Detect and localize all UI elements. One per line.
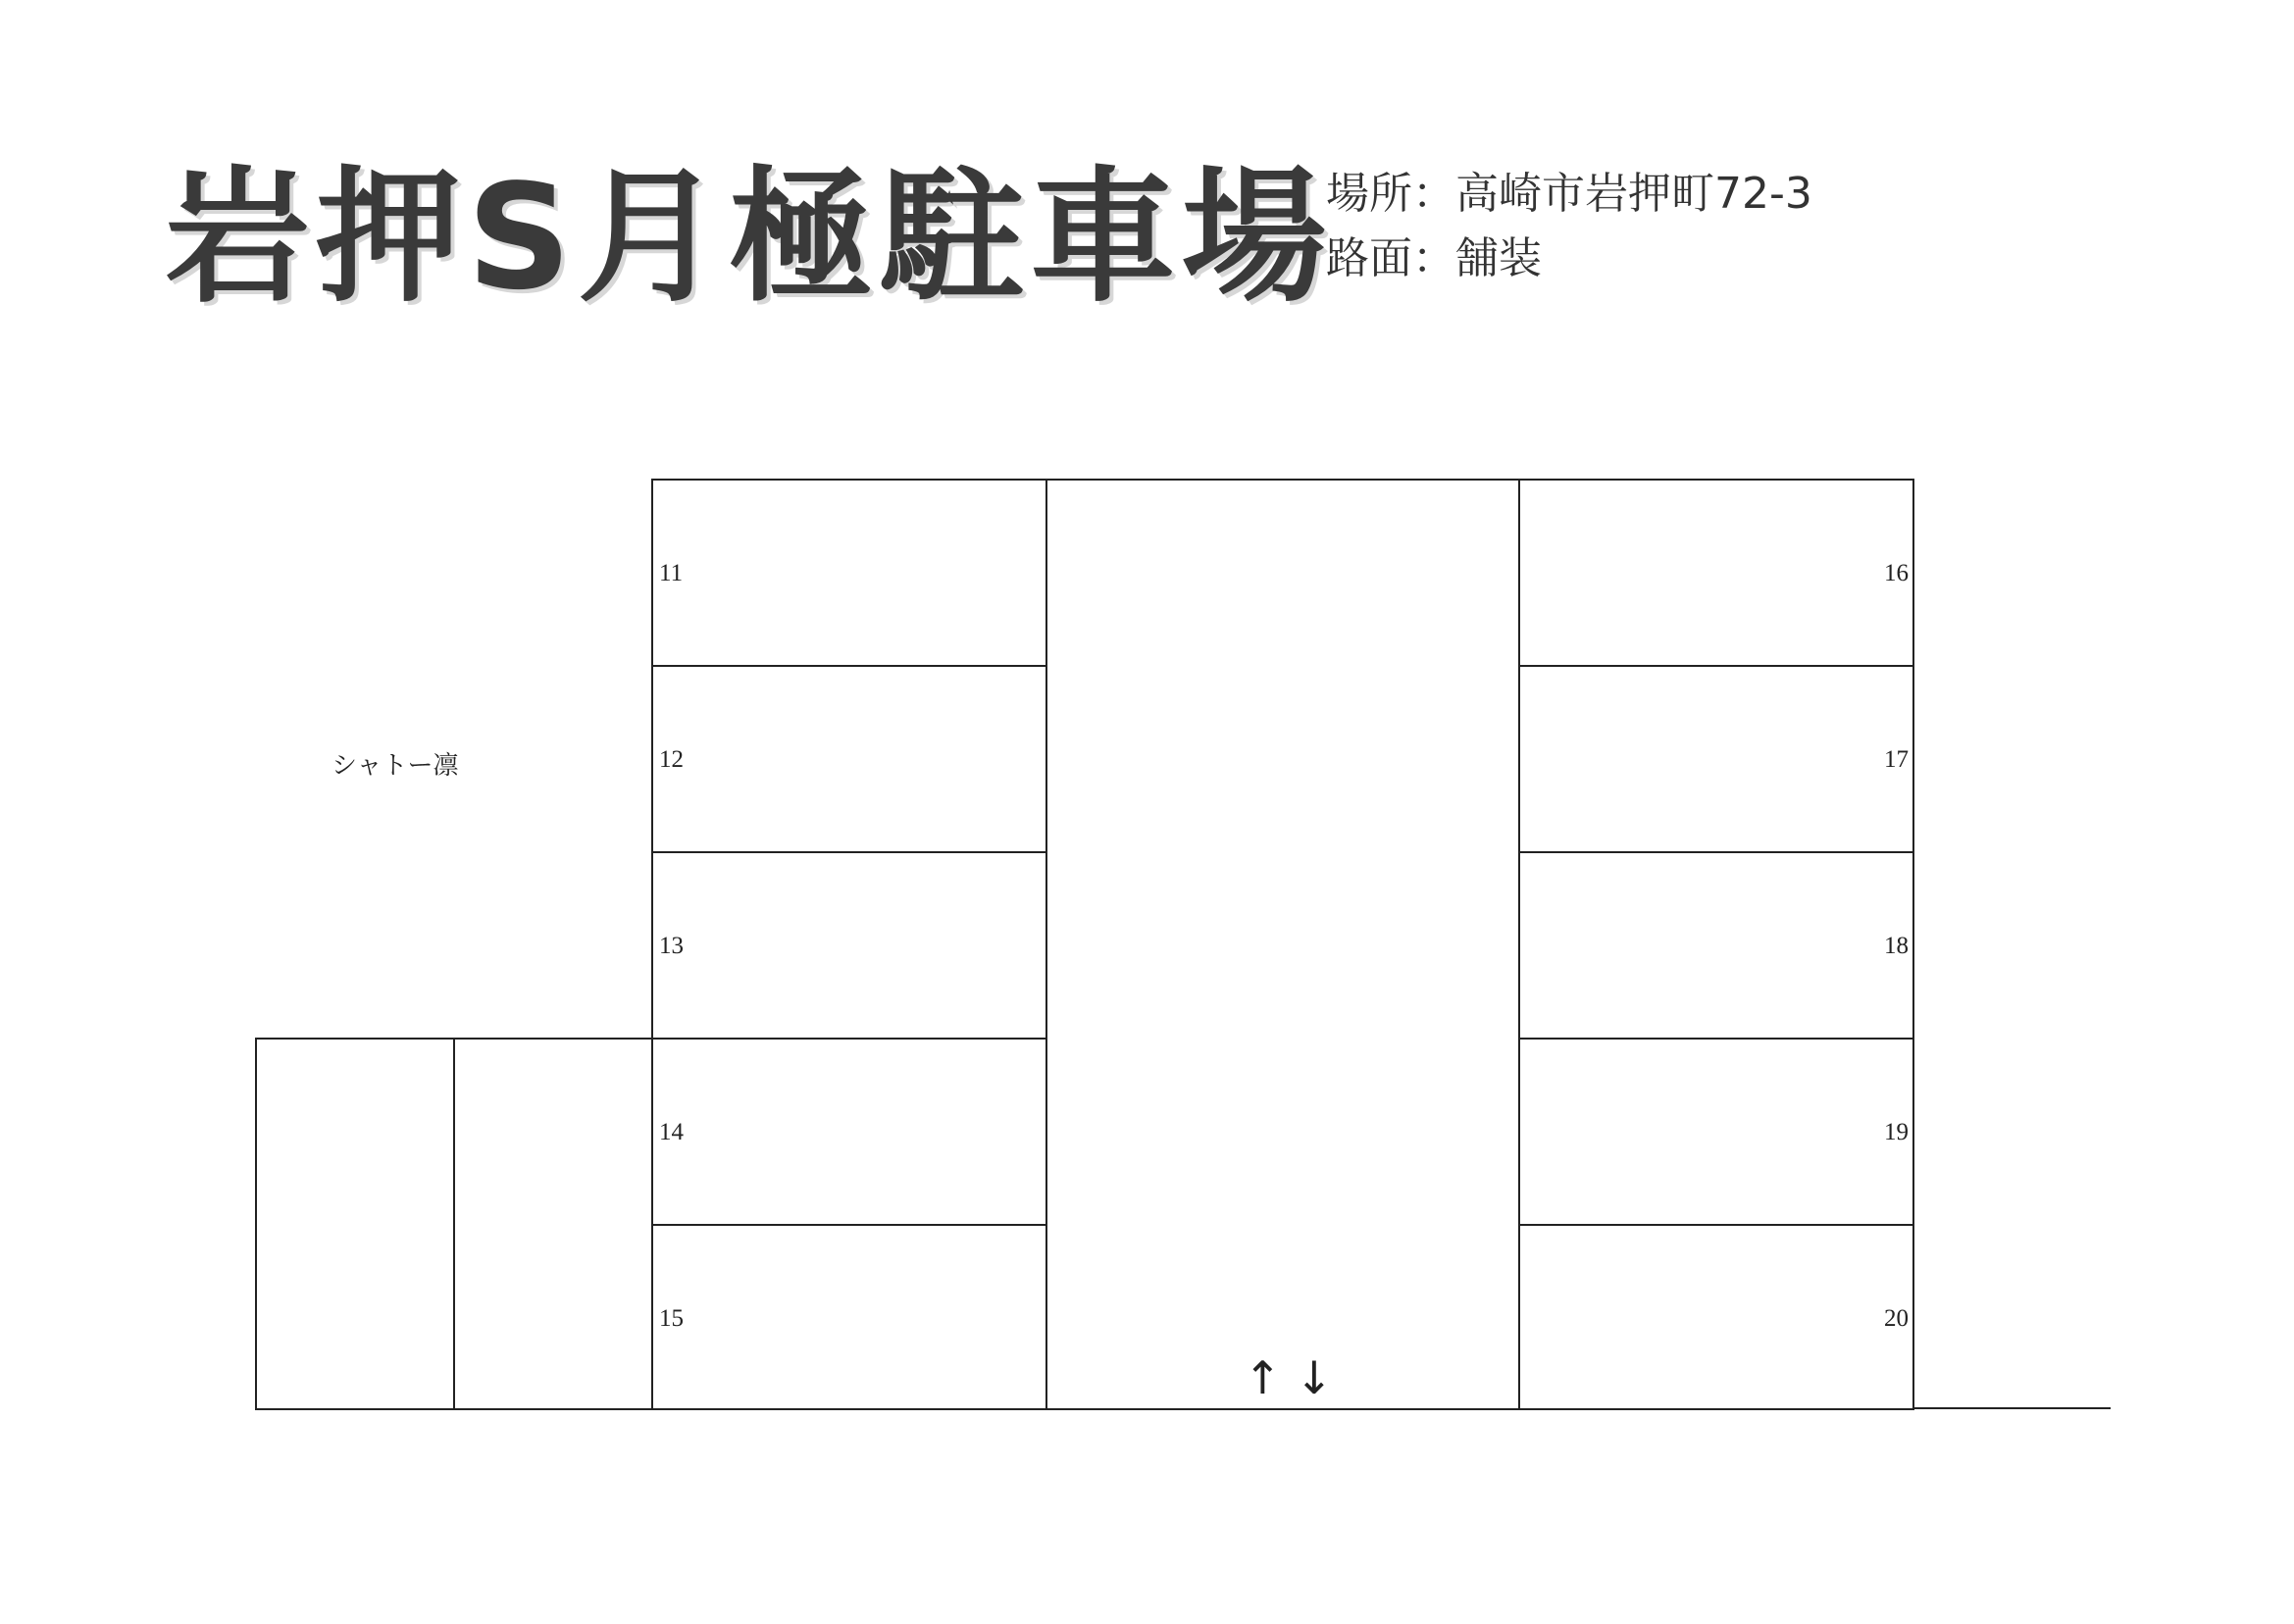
- driveway: [1045, 479, 1520, 1410]
- outbuilding-left: [255, 1038, 455, 1410]
- space-number: 15: [659, 1305, 684, 1332]
- page-title: 岩押S月極駐車場: [165, 153, 1333, 322]
- space-number: 13: [659, 933, 684, 959]
- space-number: 16: [1884, 560, 1909, 586]
- space-number: 11: [659, 560, 684, 586]
- space-number: 20: [1884, 1305, 1909, 1332]
- parking-space: [1518, 1038, 1914, 1226]
- space-number: 18: [1884, 933, 1909, 959]
- parking-space: [1518, 665, 1914, 853]
- building-label: シャトー凛: [331, 751, 459, 781]
- two-way-arrows: ↑↓: [1244, 1351, 1348, 1404]
- parking-space: [651, 479, 1047, 667]
- parking-space: [1518, 479, 1914, 667]
- space-number: 17: [1884, 746, 1909, 773]
- parking-space: [651, 1038, 1047, 1226]
- parking-space: [1518, 1224, 1914, 1410]
- space-number: 19: [1884, 1119, 1909, 1145]
- parking-space: [651, 851, 1047, 1040]
- surface-info: 路面：舗装: [1326, 233, 1542, 283]
- parking-space: [1518, 851, 1914, 1040]
- space-number: 14: [659, 1119, 684, 1145]
- outbuilding-right: [453, 1038, 653, 1410]
- location-info: 場所：高崎市岩押町72-3: [1326, 169, 1812, 219]
- road-edge-line: [1912, 1407, 2111, 1409]
- parking-space: [651, 665, 1047, 853]
- space-number: 12: [659, 746, 684, 773]
- parking-space: [651, 1224, 1047, 1410]
